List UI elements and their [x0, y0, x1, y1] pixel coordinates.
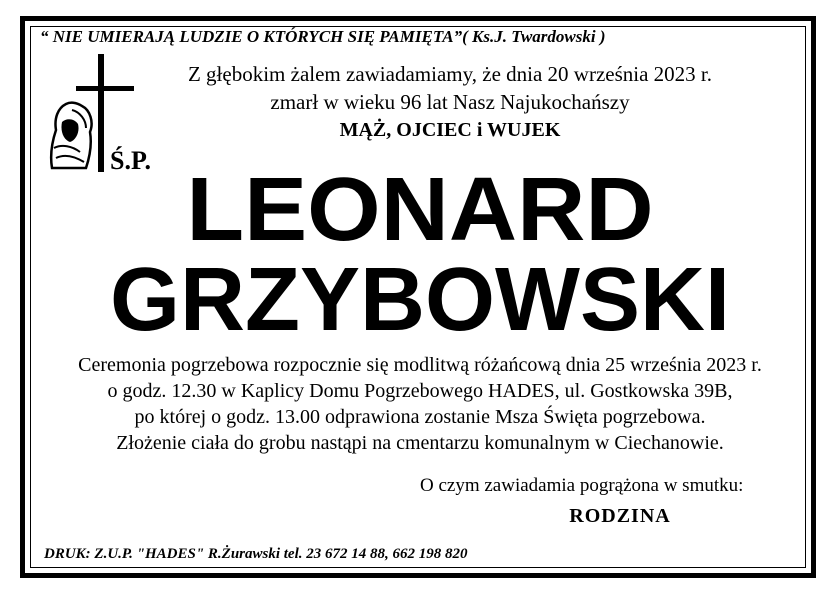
ceremony-line-4: Złożenie ciała do grobu nastąpi na cmentarzu komunalnym w Ciechanowie. [116, 432, 724, 454]
intro-line-2: zmarł w wieku 96 lat Nasz Najukochańszy [270, 90, 630, 114]
sp-label: Ś.P. [110, 146, 151, 175]
family-signature: RODZINA [569, 505, 671, 527]
announcement-intro [150, 60, 750, 144]
deceased-first-name: LEONARD [186, 160, 654, 260]
memorial-quote: “ NIE UMIERAJĄ LUDZIE O KTÓRYCH SIĘ PAMIĘTA”( Ks.J. Twardowski ) [40, 27, 606, 46]
ceremony-line-3: po której o godz. 13.00 odprawiona zostanie Msza Święta pogrzebowa. [134, 406, 706, 428]
ceremony-line-1: Ceremonia pogrzebowa rozpocznie się modlitwą różańcową dnia 25 września 2023 r. [78, 354, 762, 376]
deceased-last-name: GRZYBOWSKI [110, 250, 730, 350]
ceremony-line-2: o godz. 12.30 w Kaplicy Domu Pogrzebowego HADES, ul. Gostkowska 39B, [107, 380, 733, 402]
ceremony-details [50, 352, 790, 456]
closing-line: O czym zawiadamia pogrążona w smutku: [420, 475, 744, 496]
intro-line-1: Z głębokim żalem zawiadamiamy, że dnia 20 września 2023 r. [187, 62, 713, 86]
printer-info: DRUK: Z.U.P. "HADES" R.Żurawski tel. 23 672 14 88, 662 198 820 [44, 546, 468, 562]
relation-line: MĄŻ, OJCIEC i WUJEK [339, 119, 561, 141]
